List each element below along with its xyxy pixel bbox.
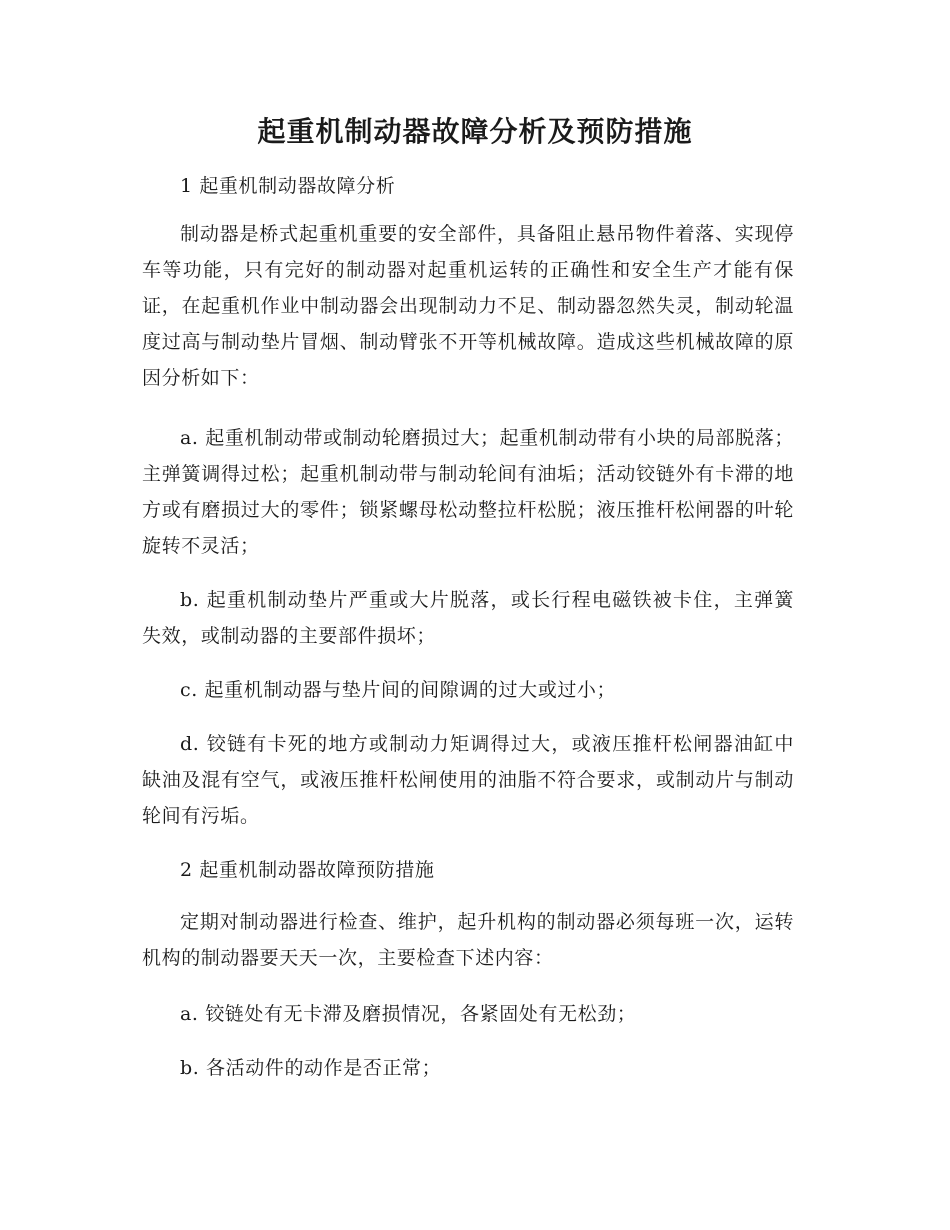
section-1-item-c: c. 起重机制动器与垫片间的间隙调的过大或过小；: [180, 679, 617, 701]
section-2-item-a: a. 铰链处有无卡滞及磨损情况，各紧固处有无松劲；: [180, 1003, 637, 1025]
section-2-item-b: b. 各活动件的动作是否正常；: [180, 1057, 442, 1079]
document-title: 起重机制动器故障分析及预防措施: [257, 115, 693, 148]
section-1-item-a: a. 起重机制动带或制动轮磨损过大；起重机制动带有小块的局部脱落；主弹簧调得过松；起重机制动带与制动轮间有油垢；活动铰链外有卡滞的地方或有磨损过大的零件；锁紧螺母松动整拉杆松脱；液压推杆松闸器的叶轮旋转不灵活；: [142, 427, 794, 557]
section-2-heading: 2 起重机制动器故障预防措施: [180, 859, 435, 881]
section-1-heading: 1 起重机制动器故障分析: [180, 175, 396, 197]
section-1-intro-paragraph: 制动器是桥式起重机重要的安全部件，具备阻止悬吊物件着落、实现停车等功能，只有完好的制动器对起重机运转的正确性和安全生产才能有保证，在起重机作业中制动器会出现制动力不足、制动器忽然失灵，制动轮温度过高与制动垫片冒烟、制动臂张不开等机械故障。造成这些机械故障的原因分析如下：: [142, 223, 794, 389]
section-2-intro-paragraph: 定期对制动器进行检查、维护，起升机构的制动器必须每班一次，运转机构的制动器要天天一次，主要检查下述内容：: [142, 911, 794, 969]
section-1-item-d: d. 铰链有卡死的地方或制动力矩调得过大，或液压推杆松闸器油缸中缺油及混有空气，或液压推杆松闸使用的油脂不符合要求，或制动片与制动轮间有污垢。: [142, 733, 794, 827]
section-1-item-b: b. 起重机制动垫片严重或大片脱落，或长行程电磁铁被卡住，主弹簧失效，或制动器的主要部件损坏；: [142, 589, 794, 647]
